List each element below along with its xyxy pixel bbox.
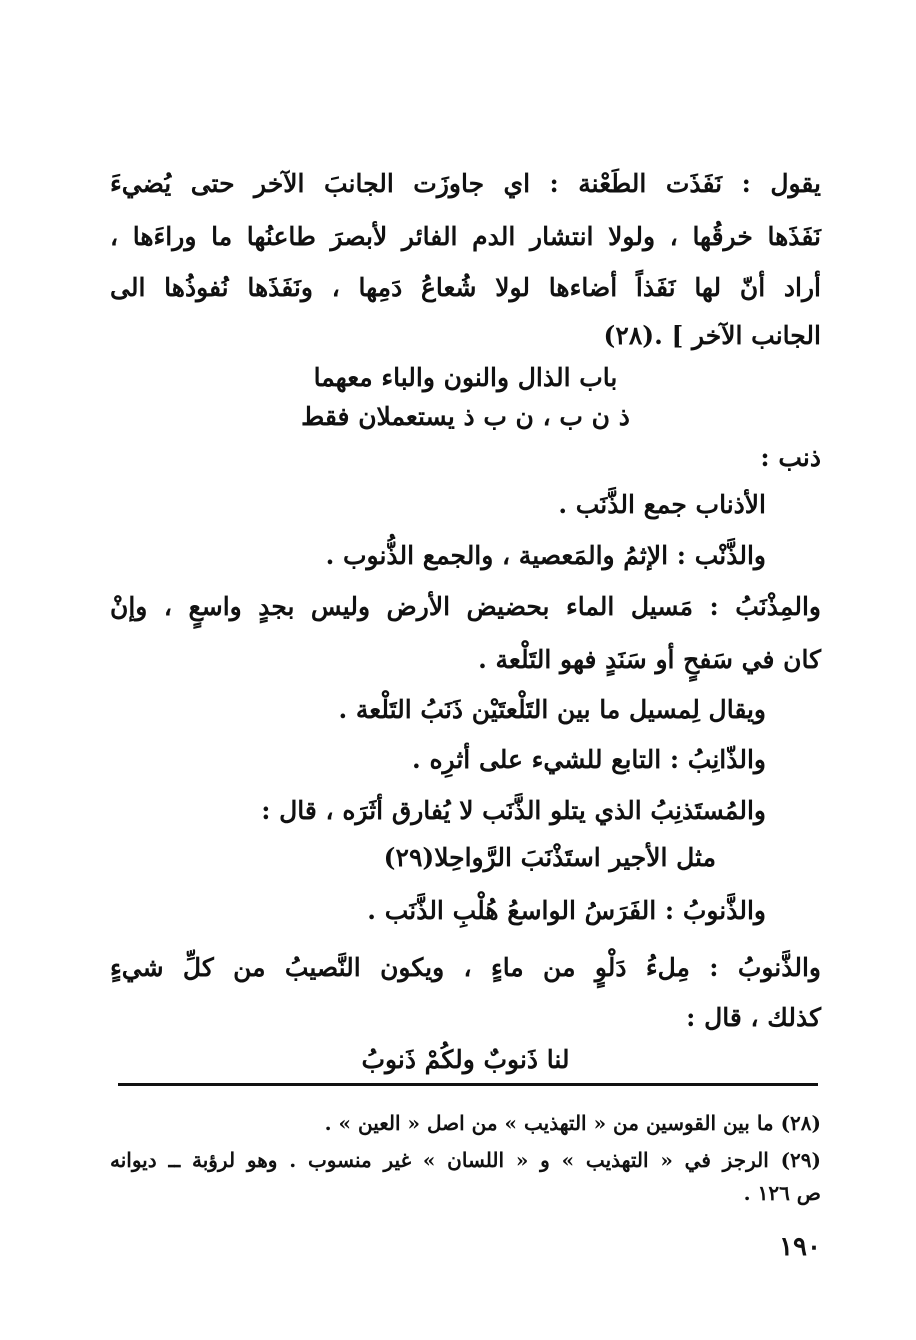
verse-line-1: مثل الأجير استَذْنَبَ الرَّواحِلا(٢٩) — [383, 843, 716, 872]
entry-midhnab-line-1: والمِذْنَبُ : مَسيل الماء بحضيض الأرض وليس بجدٍ واسعٍ ، وإنْ — [110, 592, 821, 621]
entry-dhanub-bucket-line-2: كذلك ، قال : — [686, 1003, 821, 1032]
footnote-separator — [118, 1083, 818, 1086]
page-number: ١٩٠ — [779, 1232, 821, 1262]
entry-dhanub-bucket-line-1: والذَّنوبُ : مِلءُ دَلْوٍ من ماءٍ ، ويكون النَّصيبُ من كلِّ شيءٍ — [110, 953, 821, 982]
entry-adhnab: الأذناب جمع الذَّنَب . — [558, 490, 766, 519]
section-heading: باب الذال والنون والباء معهما — [313, 363, 618, 392]
body-line-3: أراد أنّ لها نَفَذاً أضاءها لولا شُعاعُ دَمِها ، ونَفَذَها نُفوذُها الى — [110, 273, 821, 302]
body-line-2: نَفَذَها خرقُها ، ولولا انتشار الدم الفائر لأبصرَ طاعنُها ما وراءَها ، — [110, 222, 821, 251]
entry-dhanab-altalaa: ويقال لِمسيل ما بين التَلْعتَيْن ذَنَبُ التَلْعة . — [338, 695, 766, 724]
section-subheading: ذ ن ب ، ن ب ذ يستعملان فقط — [301, 402, 630, 431]
entry-midhnab-line-2: كان في سَفحٍ أو سَنَدٍ فهو التَلْعة . — [478, 645, 821, 674]
entry-mustadhnib: والمُستَذنِبُ الذي يتلو الذَّنَب لا يُفارق أثَرَه ، قال : — [261, 796, 766, 825]
entry-dhanub-horse: والذَّنوبُ : الفَرَسُ الواسعُ هُلْبِ الذَّنَب . — [367, 896, 766, 925]
footnote-29-line-2: ص ١٢٦ . — [743, 1181, 821, 1205]
verse-line-2: لنا ذَنوبٌ ولكُمْ ذَنوبُ — [361, 1045, 570, 1074]
footnote-29-line-1: (٢٩) الرجز في « التهذيب » و « اللسان » غير منسوب . وهو لرؤبة ــ ديوانه — [110, 1148, 821, 1172]
entry-dhanb: والذَّنْب : الإثمُ والمَعصية ، والجمع الذُّنوب . — [325, 541, 766, 570]
root-word: ذنب : — [760, 443, 821, 472]
body-line-4: الجانب الآخر ] .(٢٨) — [603, 321, 821, 350]
entry-dhanib: والذّانِبُ : التابع للشيء على أثرِه . — [412, 745, 766, 774]
footnote-28: (٢٨) ما بين القوسين من « التهذيب » من اصل « العين » . — [324, 1111, 821, 1135]
body-line-1: يقول : نَفَذَت الطَعْنة : اي جاوزَت الجانبَ الآخر حتى يُضيءَ — [110, 169, 821, 198]
